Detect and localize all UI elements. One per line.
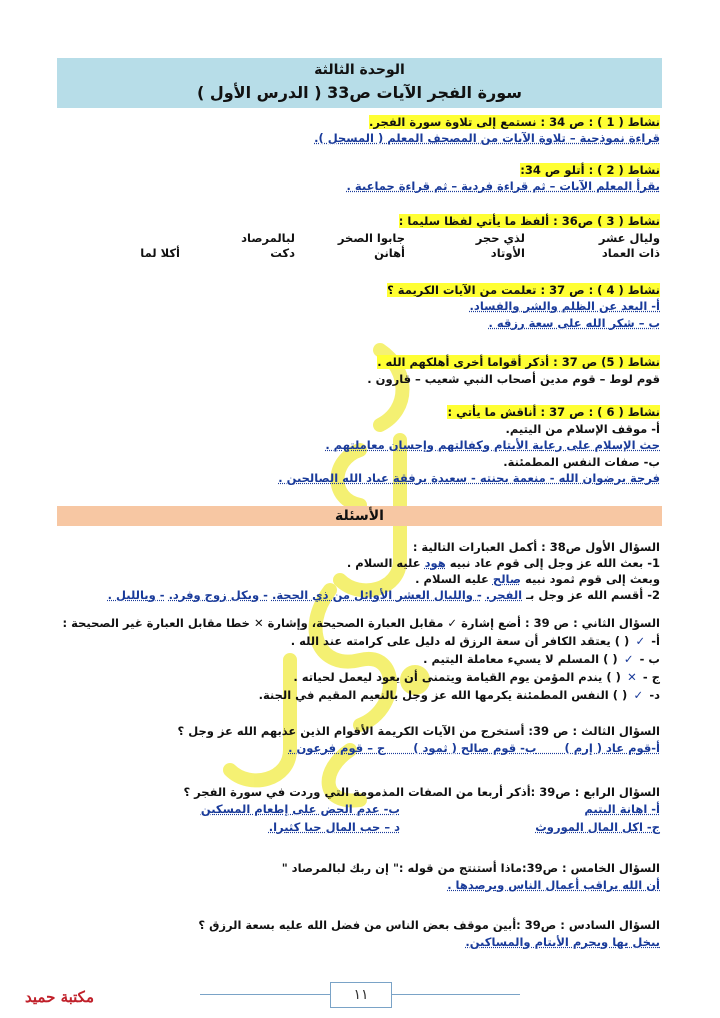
word: الأوتاد <box>490 246 525 260</box>
question-6-title: السؤال السادس : ص39 :أبين موقف بعض الناس من فضل الله عليه بسعة الرزق ؟ <box>198 918 660 932</box>
question-4-answer: ج- اكل المال الموروث <box>535 820 660 834</box>
library-signature: مكتبة حميد <box>25 988 94 1006</box>
activity-2-title: نشاط ( 2 ) : أتلو ص 34: <box>520 163 660 177</box>
question-3-title: السؤال الثالث : ص 39: أستخرج من الآيات الكريمة الأقوام الذين عذبهم الله عز وجل ؟ <box>177 724 660 738</box>
activity-5-answer: قوم لوط – قوم مدين أصحاب النبي شعيب – قارون . <box>367 372 660 386</box>
activity-6-answer-a: حث الإسلام على رعاية الأيتام وكفالتهم وإحسان معاملتهم . <box>325 438 660 452</box>
word: دكت <box>270 246 295 260</box>
answer-hud: هود <box>424 556 446 570</box>
word: أكلا لما <box>140 246 180 260</box>
question-2-item: د- ✓ ( ) النفس المطمئنة يكرمها الله عز وجل بالنعيم المقيم في الجنة. <box>258 688 660 702</box>
activity-4-answer-b: ب – شكر الله على سعة رزقه . <box>488 316 660 330</box>
activity-3-title: نشاط ( 3 ) ص36 : ألفظ ما يأتي لفظا سليما : <box>398 214 660 228</box>
questions-header: الأسئلة <box>57 506 662 526</box>
question-6-answer: يبخل بها ويحرم الأيتام والمساكين. <box>465 935 660 949</box>
question-2-item: ب - ✓ ( ) المسلم لا يسيء معاملة اليتيم . <box>423 652 660 666</box>
page-number: ١١ <box>330 982 392 1008</box>
word: ذات العماد <box>601 246 660 260</box>
question-4-answer: د – حب المال حبا كثيرا. <box>268 820 400 834</box>
activity-1-title: نشاط ( 1 ) : ص 34 : نستمع إلى تلاوة سورة الفجر. <box>369 115 660 129</box>
check-icon: ✓ <box>633 688 644 702</box>
activity-6-answer-b: فرحة برضوان الله - منعمة بجنته - سعيدة برفقة عباد الله الصالحين . <box>278 471 660 485</box>
question-2-item: أ- ✓ ( ) يعتقد الكافر أن سعة الرزق له دليل على كرامته عند الله . <box>290 634 660 648</box>
unit-header <box>57 58 662 108</box>
activity-4-answer-a: أ- البعد عن الظلم والشر والفساد. <box>469 299 660 313</box>
question-5-title: السؤال الخامس : ص39:ماذا أستنتج من قوله :" إن ربك لبالمرصاد " <box>281 861 660 875</box>
question-4-answer: أ- اهانة اليتيم <box>584 802 660 816</box>
question-2-title: السؤال الثاني : ص 39 : أضع إشارة ✓ مقابل العبارة الصحيحة، وإشارة ✕ خطا مقابل العبارة غير الصحيحة : <box>62 616 660 630</box>
answer-salih: صالح <box>492 572 521 586</box>
question-4-answer: ب- عدم الحض على إطعام المسكين <box>200 802 400 816</box>
activity-1-answer: قراءة نموذجية – تلاوة الآيات من المصحف المعلم ( المسجل ). <box>314 131 660 145</box>
cross-icon: ✕ <box>627 670 637 684</box>
word: وليال عشر <box>598 231 660 245</box>
activity-6-title: نشاط ( 6 ) : ص 37 : أناقش ما يأتي : <box>447 405 660 419</box>
word: لذي حجر <box>475 231 525 245</box>
question-3-answers: أ-قوم عاد ( إرم ) ب- قوم صالح ( ثمود ) ج – قوم فرعون . <box>288 741 660 755</box>
question-1-line-1: 1- بعث الله عز وجل إلى قوم عاد نبيه هود عليه السلام . <box>346 556 660 570</box>
activity-6-question-b: ب- صفات النفس المطمئنة. <box>503 455 660 469</box>
activity-6-question-a: أ- موقف الإسلام من اليتيم. <box>505 422 660 436</box>
question-1-line-3: 2- أقسم الله عز وجل بـ الفجر. - والليال العشر الأوائل من ذي الحجة. - وبكل زوج وفرد. - وبالليل . <box>107 588 660 602</box>
word: لبالمرصاد <box>241 231 295 245</box>
activity-5-title: نشاط ( 5) ص 37 : أذكر أقواما أخرى أهلكهم الله . <box>377 355 660 369</box>
lesson-title: ( الدرس الأول ) سورة الفجر الآيات ص33 <box>196 83 523 102</box>
activity-4-title: نشاط ( 4 ) : ص 37 : تعلمت من الآيات الكريمة ؟ <box>387 283 660 297</box>
question-2-item: ج - ✕ ( ) يندم المؤمن يوم القيامة ويتمنى أن يعود ليعمل لحياته . <box>293 670 660 684</box>
question-1-title: السؤال الأول ص38 : أكمل العبارات التالية : <box>412 540 660 554</box>
word: جابوا الصخر <box>337 231 405 245</box>
question-1-line-2: وبعث إلى قوم ثمود نبيه صالح عليه السلام . <box>415 572 660 586</box>
check-icon: ✓ <box>623 652 634 666</box>
check-icon: ✓ <box>635 634 646 648</box>
question-5-answer: أن الله يراقب أعمال الناس ويرصدها . <box>447 878 660 892</box>
word: أهانن <box>374 246 405 260</box>
question-4-title: السؤال الرابع : ص39 :أذكر أربعا من الصفات المذمومة التي وردت في سورة الفجر ؟ <box>183 785 660 799</box>
activity-2-answer: يقرأ المعلم الآيات – ثم قراءة فردية – ثم قراءة جماعية . <box>346 179 660 193</box>
unit-title: الوحدة الثالثة <box>314 62 405 78</box>
